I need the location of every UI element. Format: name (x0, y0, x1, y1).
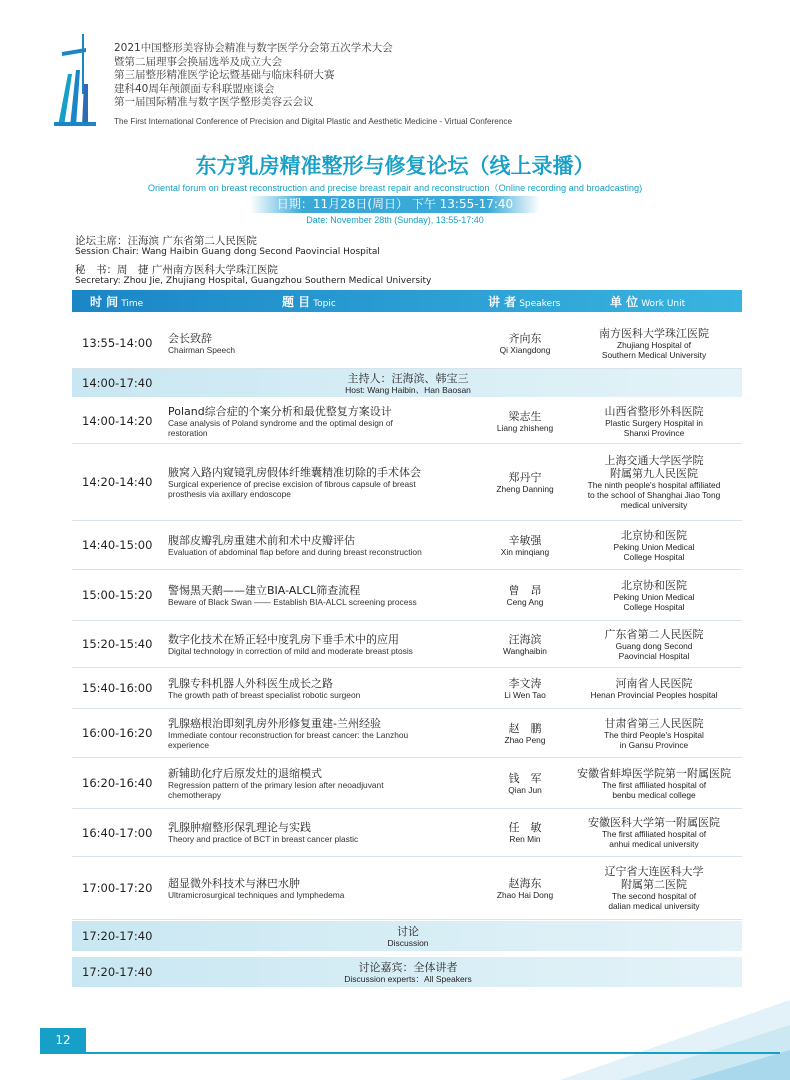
time-cell: 17:00-17:20 (82, 881, 153, 895)
time-cell: 17:20-17:40 (82, 965, 153, 979)
time-cell: 14:40-15:00 (82, 538, 153, 552)
topic-cell: 新辅助化疗后原发灶的退缩模式 Regression pattern of the primary lesion after neoadjuvant chemotherapy (168, 766, 384, 800)
speaker-cell: 钱 军 Qian Jun (508, 771, 542, 795)
topic-cell: 数字化技术在矫正轻中度乳房下垂手术中的应用 Digital technology in correction of mild and moderate breast ptosis (168, 632, 413, 656)
discussion-cell: 讨论 Discussion (387, 924, 429, 948)
session-secretary: 秘 书：周 捷 广州南方医科大学珠江医院 (75, 264, 278, 276)
speaker-cell: 曾 昂 Ceng Ang (506, 583, 544, 607)
topic-cell: 腋窝入路内窥镜乳房假体纤维囊精准切除的手术体会 Surgical experience of precise excision of fibrous capsule of breast prosthesis via axillary endoscope (168, 465, 421, 499)
session-secretary-english: Secretary: Zhou Jie, Zhujiang Hospital, Guangzhou Southern Medical University (75, 276, 432, 286)
speaker-cell: 任 敏 Ren Min (508, 821, 542, 844)
table-row (72, 668, 742, 709)
conference-line: 第一届国际精准与数字医学整形美容云会议 (114, 96, 314, 108)
page-number: 12 (40, 1028, 86, 1052)
unit-cell: 上海交通大学医学院 附属第九人民医院 The ninth people's hospital affiliated to the school of Shanghai Jiao Tong medical university (587, 454, 721, 510)
unit-cell: 辽宁省大连医科大学 附属第二医院 The second hospital of dalian medical university (604, 865, 704, 911)
table-row (72, 444, 742, 521)
topic-cell: 会长致辞 Chairman Speech (168, 331, 236, 355)
unit-cell: 甘肃省第三人民医院 The third People's Hospital in Gansu Province (604, 716, 704, 750)
conference-english-name: The First International Conference of Precision and Digital Plastic and Aesthetic Medicine - Virtual Conference (114, 117, 513, 126)
table-row (72, 318, 742, 369)
unit-cell: 安徽省蚌埠医学院第一附属医院 The first affiliated hospital of benbu medical college (577, 766, 731, 800)
topic-cell: 乳腺肿瘤整形保乳理论与实践 Theory and practice of BCT in breast cancer plastic (168, 821, 359, 844)
unit-cell: 河南省人民医院 Henan Provincial Peoples hospital (590, 676, 718, 700)
table-row (72, 809, 742, 857)
unit-cell: 南方医科大学珠江医院 Zhujiang Hospital of Southern Medical University (599, 326, 709, 360)
time-cell: 17:20-17:40 (82, 929, 153, 943)
topic-cell: Poland综合症的个案分析和最优整复方案设计 Case analysis of Poland syndrome and the optimal design of restoration (168, 404, 393, 438)
time-cell: 16:40-17:00 (82, 825, 153, 840)
session-chair-english: Session Chair: Wang Haibin Guang dong Second Paovincial Hospital (75, 247, 380, 257)
unit-cell: 北京协和医院 Peking Union Medical College Hospital (613, 578, 695, 612)
column-time: 时 间 Time (90, 295, 144, 309)
time-cell: 13:55-14:00 (82, 336, 153, 350)
table-row (72, 621, 742, 668)
column-topic: 题 目 Topic (282, 295, 336, 309)
topic-cell: 腹部皮瓣乳房重建术前和术中皮瓣评估 Evaluation of abdominal flap before and during breast reconstruction (168, 533, 422, 557)
topic-cell: 警惕黑天鹅——建立BIA-ALCL筛查流程 Beware of Black Swan —— Establish BIA-ALCL screening process (168, 583, 417, 607)
table-row (72, 857, 742, 920)
time-cell: 14:00-14:20 (82, 414, 153, 428)
table-row (72, 570, 742, 621)
column-work-unit: 单 位 Work Unit (610, 295, 686, 309)
speaker-cell: 齐向东 Qi Xiangdong (499, 331, 551, 355)
time-cell: 14:00-17:40 (82, 376, 153, 390)
column-speaker: 讲 者 Speakers (488, 295, 561, 309)
schedule-table-header (72, 290, 742, 312)
speaker-cell: 辛敏强 Xin minqiang (500, 533, 550, 557)
conference-line: 2021中国整形美容协会精准与数字医学分会第五次学术大会 (114, 42, 393, 54)
speaker-cell: 李文涛 Li Wen Tao (504, 676, 546, 700)
unit-cell: 北京协和医院 Peking Union Medical College Hospital (613, 528, 695, 562)
unit-cell: 山西省整形外科医院 Plastic Surgery Hospital in Shanxi Province (604, 404, 704, 438)
forum-title: 东方乳房精准整形与修复论坛（线上录播） (195, 154, 595, 178)
time-cell: 16:00-16:20 (82, 726, 153, 740)
footer-rule (40, 1052, 780, 1054)
date-banner: 日期：11月28日(周日） 下午 13:55-17:40 (250, 196, 540, 213)
time-cell: 16:20-16:40 (82, 776, 153, 790)
table-row (72, 709, 742, 758)
topic-cell: 乳腺专科机器人外科医生成长之路 The growth path of breast specialist robotic surgeon (168, 676, 361, 700)
time-cell: 15:00-15:20 (82, 588, 153, 602)
unit-cell: 广东省第二人民医院 Guang dong Second Paovincial Hospital (604, 627, 704, 661)
conference-line: 建科40周年颅颌面专科联盟座谈会 (114, 82, 275, 95)
forum-subtitle: Oriental forum on breast reconstruction and precise breast repair and reconstruction（Online recording and broadcasting) (147, 183, 643, 193)
conference-line: 暨第二届理事会换届选举及成立大会 (114, 55, 282, 68)
discussion-row (72, 921, 742, 951)
host-row (72, 369, 742, 397)
speaker-cell: 梁志生 Liang zhisheng (496, 409, 554, 433)
date-english: Date: November 28th (Sunday), 13:55-17:40 (306, 215, 484, 225)
conference-line: 第三届整形精准医学论坛暨基础与临床科研大赛 (114, 69, 335, 81)
table-row (72, 758, 742, 809)
speaker-cell: 赵 鹏 Zhao Peng (504, 721, 546, 745)
topic-cell: 超显微外科技术与淋巴水肿 Ultramicrosurgical techniques and lymphedema (168, 876, 345, 900)
session-chair: 论坛主席：汪海滨 广东省第二人民医院 (75, 235, 257, 247)
table-row (72, 521, 742, 570)
table-row (72, 399, 742, 444)
host-cell: 主持人：汪海滨、韩宝三 Host: Wang Haibin、Han Baosan (345, 371, 471, 395)
footer-decoration (560, 980, 790, 1080)
discussion-experts-cell: 讨论嘉宾：全体讲者 Discussion experts：All Speakers (344, 960, 472, 984)
speaker-cell: 汪海滨 Wanghaibin (503, 632, 547, 656)
time-cell: 15:40-16:00 (82, 681, 153, 695)
conference-logo (54, 34, 96, 126)
conference-names (114, 42, 674, 110)
speaker-cell: 郑丹宁 Zheng Danning (496, 470, 554, 494)
time-cell: 14:20-14:40 (82, 475, 153, 489)
speaker-cell: 赵海东 Zhao Hai Dong (496, 876, 554, 900)
time-cell: 15:20-15:40 (82, 637, 153, 651)
topic-cell: 乳腺癌根治即刻乳房外形修复重建-兰州经验 Immediate contour reconstruction for breast cancer: the Lanzhou experience (168, 716, 409, 750)
unit-cell: 安徽医科大学第一附属医院 The first affiliated hospital of anhui medical university (588, 816, 720, 849)
